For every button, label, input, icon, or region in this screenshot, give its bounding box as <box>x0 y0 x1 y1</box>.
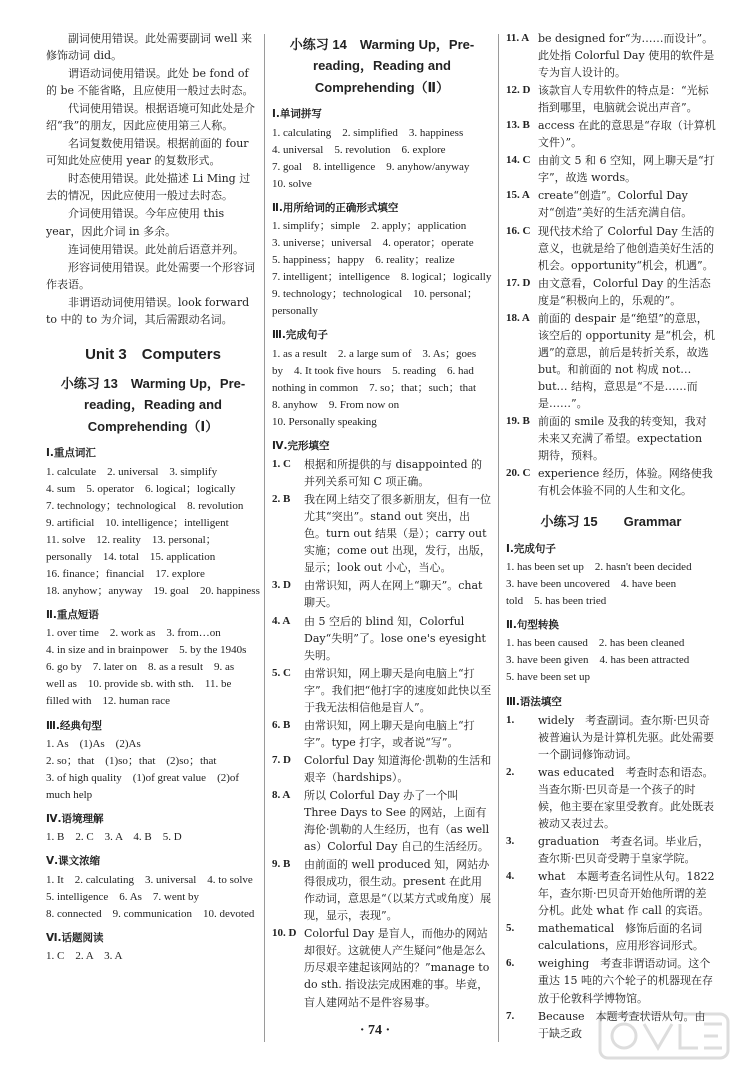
section-title: Ⅴ.课文浓缩 <box>46 855 101 868</box>
answer-line: 8. connected 9. communication 10. devoted <box>46 907 255 920</box>
item-text: 由常识知，两人在网上“聊天”。chat 聊天。 <box>304 579 483 610</box>
explanation-item <box>506 223 716 274</box>
section-title: Ⅰ.单词拼写 <box>272 108 322 121</box>
answer-line: 2. so；that (1)so；that (2)so；that <box>46 754 217 767</box>
answer-line: 6. go by 7. later on 8. as a result 9. as <box>46 661 235 674</box>
explanation-item <box>506 955 716 1006</box>
item-number: 16. C <box>506 224 531 237</box>
item-text: widely 考查副词。查尔斯·巴贝奇被普遍认为是计算机先驱。此处需要一个副词修饰动词。 <box>538 713 714 761</box>
section-title: Ⅱ.重点短语 <box>46 609 99 621</box>
answer-line: 1. has been caused 2. has been cleaned <box>506 637 685 650</box>
item-text: graduation 考查名词。毕业后，查尔斯·巴贝奇受聘于皇家学院。 <box>538 835 710 866</box>
item-text: be designed for“为……而设计”。此处指 Colorful Day 使用的软件是专为盲人设计的。 <box>538 32 715 80</box>
explanation-item <box>506 152 716 186</box>
item-text: 由前文 5 和 6 空知，网上聊天是“打字”，故选 words。 <box>538 154 715 185</box>
explanation-item <box>272 752 492 786</box>
answer-list <box>46 736 260 804</box>
answer-line: 1. has been set up 2. hasn't been decided <box>506 560 692 573</box>
section-title: Ⅲ.完成句子 <box>272 329 328 342</box>
answer-list <box>506 635 716 686</box>
explanation-item <box>506 310 716 412</box>
answer-line: 9. technology；technological 10. personal； <box>272 288 478 301</box>
item-number: 9. B <box>272 858 291 871</box>
answer-line: told 5. has been tried <box>506 595 607 608</box>
explanation-item <box>506 30 716 81</box>
answer-line: 7. goal 8. intelligence 9. anyhow/anyway <box>272 160 470 173</box>
item-number: 4. A <box>272 614 291 627</box>
item-number: 14. C <box>506 154 531 167</box>
item-number: 5. C <box>272 666 291 679</box>
exercise-15-title: 小练习 15 Grammar <box>540 514 682 530</box>
item-text: weighing 考查非谓语动词。这个重达 15 吨的六个轮子的机器现在存放于伦敦科学博物馆。 <box>538 957 713 1005</box>
answer-line: personally <box>272 305 318 318</box>
section-title: Ⅳ.完形填空 <box>272 439 330 452</box>
item-text: experience 经历，体验。网络使我有机会体验不同的人生和文化。 <box>538 467 713 498</box>
item-number: 1. <box>506 713 515 726</box>
item-number: 6. B <box>272 718 291 731</box>
item-text: 由前面的 well produced 知，网站办得很成功，很生动。present 在此用作动词，意思是“（以某方式或角度）展现，显示，表现”。 <box>304 858 492 923</box>
column-divider-right <box>498 34 499 1042</box>
section-title: Ⅲ.经典句型 <box>46 719 102 732</box>
item-text: Colorful Day 知道海伦·凯勒的生活和艰辛（hardships）。 <box>304 753 492 784</box>
explanation-item <box>272 577 492 611</box>
explanation-item <box>272 925 492 1010</box>
answer-list <box>46 872 260 923</box>
item-text: mathematical 修饰后面的名词 calculations，应用形容词形式。 <box>538 922 704 953</box>
item-number: 2. <box>506 765 515 778</box>
answer-line: 1. simplify；simple 2. apply；application <box>272 220 467 233</box>
column-3 <box>506 30 716 1043</box>
answer-line: 8. anyhow 9. From now on <box>272 398 400 411</box>
item-text: 由文意看，Colorful Day 的生活态度是“积极向上的，乐观的”。 <box>538 276 711 307</box>
answer-line: 3. have been given 4. has been attracted <box>506 654 690 667</box>
answer-line: much help <box>46 788 93 801</box>
answer-line: 11. solve 12. reality 13. personal； <box>46 533 217 546</box>
grammar-fill-explanations <box>506 712 716 1042</box>
item-text: create“创造”。Colorful Day 对“创造”美好的生活充满自信。 <box>538 189 693 220</box>
note-paragraph: 非谓语动词使用错误。look forward to 中的 to 为介词，其后需跟动名词。 <box>46 295 250 326</box>
answer-line: 4. in size and in brainpower 5. by the 1940s <box>46 644 247 657</box>
section-title: Ⅰ.重点词汇 <box>46 447 96 460</box>
page-number: · 74 · <box>359 1023 391 1038</box>
explanation-item <box>506 187 716 221</box>
section-title: Ⅱ.用所给词的正确形式填空 <box>272 201 399 214</box>
explanation-item <box>272 717 492 751</box>
explanation-item <box>506 764 716 832</box>
answer-line: 1. as a result 2. a large sum of 3. As；goes <box>272 347 477 360</box>
answer-line: 1. over time 2. work as 3. from…on <box>46 627 221 640</box>
watermark-logo-icon <box>598 1010 730 1062</box>
explanation-item <box>272 491 492 576</box>
item-number: 1. C <box>272 458 291 471</box>
section-title: Ⅱ.句型转换 <box>506 619 559 632</box>
answer-line: 5. have been set up <box>506 671 590 684</box>
explanation-item <box>506 868 716 919</box>
note-paragraph: 副词使用错误。此处需要副词 well 来修饰动词 did。 <box>46 32 252 63</box>
answer-line: 7. intelligent；intelligence 8. logical；logically <box>272 271 492 284</box>
item-number: 13. B <box>506 119 530 132</box>
answer-line: 9. artificial 10. intelligence；intelligent <box>46 516 229 529</box>
item-text: Because 本题考查状语从句。由于缺乏政 <box>538 1009 706 1040</box>
explanation-item <box>272 787 492 855</box>
answer-list <box>506 559 716 610</box>
answer-line: by 4. It took five hours 5. reading 6. had <box>272 364 474 377</box>
note-paragraph: 代词使用错误。根据语境可知此处是介绍“我”的朋友，因此应使用第三人称。 <box>46 102 255 133</box>
item-text: Colorful Day 是盲人，而他办的网站却很好。这就使人产生疑问“他是怎么历尽艰辛建起该网站的？”manage to do sth. 指设法完成困难的事。毕竟，盲人建网站不是件容易事。 <box>304 927 490 1009</box>
item-number: 2. B <box>272 493 291 506</box>
note-paragraph: 连词使用错误。此处前后语意并列。 <box>68 242 244 256</box>
answer-list <box>272 346 492 431</box>
column-divider-left <box>264 34 265 1042</box>
cloze-explanations <box>272 456 492 1011</box>
answer-line: 1. B 2. C 3. A 4. B 5. D <box>46 831 182 844</box>
explanation-item <box>506 117 716 151</box>
item-number: 6. <box>506 957 515 970</box>
explanation-item <box>272 613 492 664</box>
item-text: was educated 考查时态和语态。当查尔斯·巴贝奇是一个孩子的时候，他主要在家里受教育。此处既表被动又表过去。 <box>538 765 714 831</box>
answer-list <box>46 829 260 846</box>
answer-line: 5. intelligence 6. As 7. went by <box>46 890 200 903</box>
item-number: 8. A <box>272 788 291 801</box>
answer-line: 1. calculate 2. universal 3. simplify <box>46 465 218 478</box>
answer-list <box>46 948 260 965</box>
item-number: 3. D <box>272 579 291 592</box>
answer-line: 4. sum 5. operator 6. logical；logically <box>46 482 236 495</box>
answer-line: 1. It 2. calculating 3. universal 4. to solve <box>46 873 253 886</box>
note-paragraph: 谓语动词使用错误。此处 be fond of 的 be 不能省略，且应使用一般过去时态。 <box>46 67 254 98</box>
column-2 <box>272 30 492 1012</box>
answer-line: 3. universe；universal 4. operator；operate <box>272 237 474 250</box>
exercise-13-title: 小练习 13 Warming Up，Pre-reading，Reading and Comprehending（Ⅰ） <box>60 376 246 434</box>
item-text: 该款盲人专用软件的特点是：“光标指到哪里，电脑就会说出声音”。 <box>538 84 709 115</box>
answer-line: 1. C 2. A 3. A <box>46 949 123 962</box>
explanation-item <box>506 275 716 309</box>
item-number: 5. <box>506 922 515 935</box>
column-1 <box>46 30 260 965</box>
answer-line: 7. technology；technological 8. revolution <box>46 499 244 512</box>
answer-line: nothing in common 7. so；that；such；that <box>272 381 477 394</box>
item-number: 12. D <box>506 84 531 97</box>
note-paragraph: 介词使用错误。今年应使用 this year，因此介词 in 多余。 <box>46 207 225 238</box>
explanation-item <box>272 456 492 490</box>
explanation-item <box>506 712 716 763</box>
item-text: 我在网上结交了很多新朋友，但有一位尤其“突出”。stand out 突出，出色。turn out 结果（是）；carry out 实施；come out 出现，发行，出版，显示；look out 小心，当心。 <box>304 493 491 575</box>
section-title: Ⅰ.完成句子 <box>506 542 556 555</box>
explanation-item <box>506 833 716 867</box>
item-number: 7. <box>506 1009 515 1022</box>
answer-line: 3. of high quality (1)of great value (2)of <box>46 771 240 784</box>
cloze-explanations-continued <box>506 30 716 499</box>
note-paragraph: 名词复数使用错误。根据前面的 four 可知此处应使用 year 的复数形式。 <box>46 137 249 168</box>
answer-list <box>272 218 492 320</box>
answer-list <box>46 464 260 600</box>
item-text: 根据和所提供的与 disappointed 的并列关系可知 C 项正确。 <box>304 458 483 489</box>
item-text: what 本题考查名词性从句。1822 年，查尔斯·巴贝奇开始他所谓的差分机。此处 what 作 call 的宾语。 <box>538 870 715 918</box>
answer-line: 3. have been uncovered 4. have been <box>506 578 677 591</box>
unit-title: Unit 3 Computers <box>85 345 221 363</box>
exercise-14-title: 小练习 14 Warming Up，Pre-reading，Reading and Comprehending（Ⅱ） <box>289 37 475 95</box>
item-number: 10. D <box>272 927 297 940</box>
answer-line: 5. happiness；happy 6. reality；realize <box>272 254 455 267</box>
answer-line: 1. calculating 2. simplified 3. happiness <box>272 126 464 139</box>
item-text: access 在此的意思是“存取（计算机文件）”。 <box>538 119 716 150</box>
item-number: 17. D <box>506 276 531 289</box>
item-text: 前面的 despair 是“绝望”的意思，该空后的 opportunity 是“机会，机遇”的意思，前后是转折关系，故选 but。和前面的 not 构成 not… but… 结构，意思是“不是……而是……”。 <box>538 311 715 410</box>
item-text: 由常识知，网上聊天是向电脑上“打字”。我们把“他打字的速度如此快以至于我无法相信他是盲人”。 <box>304 666 492 714</box>
answer-line: well as 10. provide sb. with sth. 11. be <box>46 678 232 691</box>
answer-list <box>272 125 492 193</box>
answer-list <box>46 625 260 710</box>
error-correction-notes <box>46 30 260 328</box>
answer-line: 10. Personally speaking <box>272 415 377 428</box>
item-number: 7. D <box>272 753 291 766</box>
item-number: 4. <box>506 870 515 883</box>
item-number: 19. B <box>506 415 530 428</box>
item-number: 3. <box>506 835 515 848</box>
explanation-item <box>272 665 492 716</box>
answer-line: 4. universal 5. revolution 6. explore <box>272 143 446 156</box>
explanation-item <box>506 465 716 499</box>
item-number: 11. A <box>506 32 530 44</box>
item-number: 20. C <box>506 467 531 480</box>
explanation-item <box>506 82 716 116</box>
section-title: Ⅵ.话题阅读 <box>46 931 104 944</box>
answer-line: 16. finance；financial 17. explore <box>46 567 205 580</box>
item-number: 18. A <box>506 311 530 324</box>
item-number: 15. A <box>506 189 530 202</box>
note-paragraph: 形容词使用错误。此处需要一个形容词作表语。 <box>46 260 255 291</box>
item-text: 前面的 smile 及我的转变知，我对未来又充满了希望。expectation 期待，预料。 <box>538 415 707 463</box>
item-text: 由常识知，网上聊天是向电脑上“打字”。type 打字，或者说“写”。 <box>304 718 475 749</box>
explanation-item <box>506 920 716 954</box>
item-text: 所以 Colorful Day 办了一个叫 Three Days to See 的网站，上面有海伦·凯勒的人生经历，也有（as well as）Colorful Day 自己的生活经历。 <box>304 788 490 854</box>
answer-line: personally 14. total 15. application <box>46 550 216 563</box>
note-paragraph: 时态使用错误。此处描述 Li Ming 过去的情况，因此应使用一般过去时态。 <box>46 172 251 203</box>
section-title: Ⅲ.语法填空 <box>506 695 562 708</box>
answer-line: 18. anyhow；anyway 19. goal 20. happiness <box>46 584 260 597</box>
answer-line: filled with 12. human race <box>46 695 171 708</box>
answer-line: 1. As (1)As (2)As <box>46 737 141 750</box>
item-text: 现代技术给了 Colorful Day 生活的意义，也就是给了他创造美好生活的机会。opportunity“机会，机遇”。 <box>538 224 715 272</box>
answer-line: 10. solve <box>272 177 312 190</box>
section-title: Ⅳ.语境理解 <box>46 812 104 825</box>
item-text: 由 5 空后的 blind 知，Colorful Day“失明”了。lose one's eyesight 失明。 <box>304 614 486 662</box>
explanation-item <box>272 856 492 924</box>
explanation-item <box>506 413 716 464</box>
